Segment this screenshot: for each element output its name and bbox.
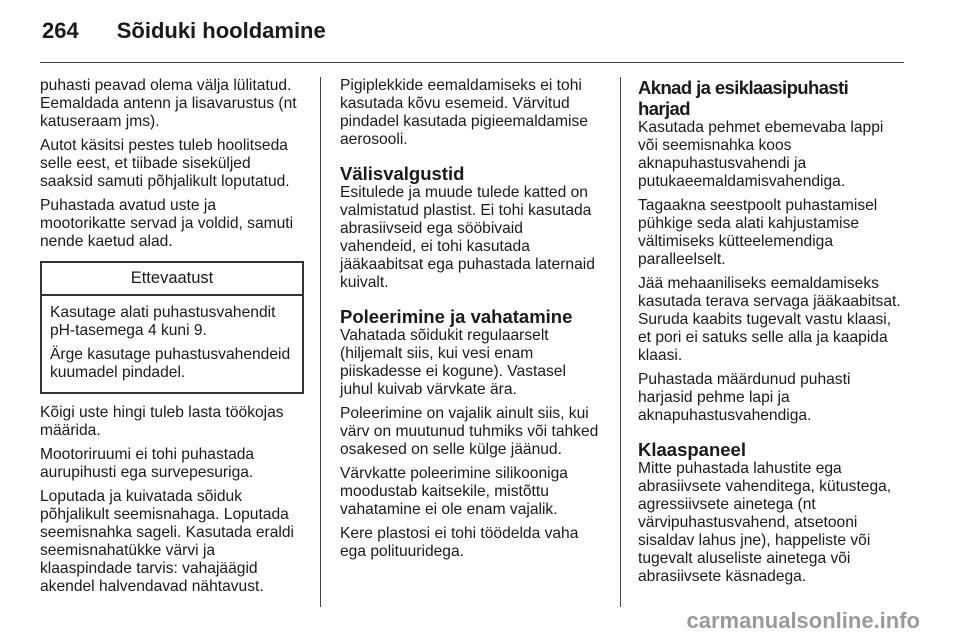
paragraph: Loputada ja kuivatada sõiduk põhjalikult seemisnahaga. Loputada seemisnahka sageli. Kasutada eraldi seemisnahatükke värvi ja klaaspindade tarvis: vahajäägid akendel halvendavad nähtavust. <box>40 488 294 595</box>
warning-box <box>40 261 304 394</box>
paragraph: Esitulede ja muude tulede katted on valmistatud plastist. Ei tohi kasutada abrasiivseid ega sööbivaid vahendeid, ei tohi kasutada jääkaabitsat ega puhastada laternaid kuivalt. <box>340 184 595 291</box>
paragraph: Kere plastosi ei tohi töödelda vaha ega polituuridega. <box>340 525 579 560</box>
paragraph: Puhastada avatud uste ja mootorikatte servad ja voldid, samuti nende kaetud alad. <box>40 197 294 250</box>
paragraph: puhasti peavad olema välja lülitatud. Eemaldada antenn ja lisavarustus (nt katuseraam jms). <box>40 77 297 130</box>
header-rule <box>40 62 904 63</box>
warning-paragraph: Ärge kasutage puhastusvahendeid kuumadel pindadel. <box>50 346 291 381</box>
watermark: carmanualsonline.info <box>686 608 920 633</box>
paragraph: Autot käsitsi pestes tuleb hoolitseda selle eest, et tiibade siseküljed saaksid samuti põhjalikult loputatud. <box>40 137 290 190</box>
paragraph: Kõigi uste hingi tuleb lasta töökojas määrida. <box>40 404 284 439</box>
column-3 <box>638 77 904 592</box>
paragraph: Jää mehaaniliseks eemaldamiseks kasutada terava servaga jääkaabitsat. Suruda kaabits tugevalt vastu klaasi, et pori ei satuks selle alla ja kaapida klaasi. <box>638 275 901 364</box>
column-divider-1 <box>320 77 321 607</box>
paragraph: Värvkatte poleerimine silikooniga moodustab kaitsekile, mistõttu vahatamine ei ole enam vajalik. <box>340 465 568 518</box>
column-1 <box>40 77 304 602</box>
column-divider-2 <box>620 77 621 607</box>
paragraph: Pigiplekkide eemaldamiseks ei tohi kasutada kõvu esemeid. Värvitud pindadel kasutada pigieemaldamise aerosooli. <box>340 77 588 148</box>
page-header <box>42 18 326 44</box>
warning-title: Ettevaatust <box>42 263 302 296</box>
paragraph: Mootoriruumi ei tohi puhastada aurupihusti ega survepesuriga. <box>40 446 255 481</box>
section-heading: Poleerimine ja vahatamine <box>340 306 573 327</box>
section-heading: Välisvalgustid <box>340 163 465 184</box>
paragraph: Kasutada pehmet ebemevaba lappi või seemisnahka koos aknapuhastusvahendi ja putukaeemaldamisvahendiga. <box>638 119 884 190</box>
warning-paragraph: Kasutage alati puhastusvahendit pH-tasemega 4 kuni 9. <box>50 304 276 339</box>
paragraph: Puhastada määrdunud puhasti harjasid pehme lapi ja aknapuhastusvahendiga. <box>638 371 851 424</box>
page-title: Sõiduki hooldamine <box>116 18 326 43</box>
section-heading: Klaaspaneel <box>638 439 746 460</box>
section-heading: Aknad ja esiklaasipuhasti harjad <box>638 77 849 119</box>
column-2 <box>340 77 602 567</box>
warning-body <box>42 296 302 392</box>
paragraph: Poleerimine on vajalik ainult siis, kui värv on muutunud tuhmiks või tahked osakesed on selle külge jäänud. <box>340 405 599 458</box>
paragraph: Tagaakna seestpoolt puhastamisel pühkige seda alati kahjustamise vältimiseks kütteelemendiga paralleelselt. <box>638 197 878 268</box>
paragraph: Mitte puhastada lahustite ega abrasiivsete vahenditega, kütustega, agressiivsete ainetega (nt värvipuhastusvahend, atsetooni sisaldav lahus jne), happeliste või tugevalt aluseliste ainetega või abrasiivsete käsnadega. <box>638 460 892 585</box>
page-number: 264 <box>42 18 79 43</box>
paragraph: Vahatada sõidukit regulaarselt (hiljemalt siis, kui vesi enam piiskadesse ei kogune). Vastasel juhul kuivab värvkate ära. <box>340 327 566 398</box>
